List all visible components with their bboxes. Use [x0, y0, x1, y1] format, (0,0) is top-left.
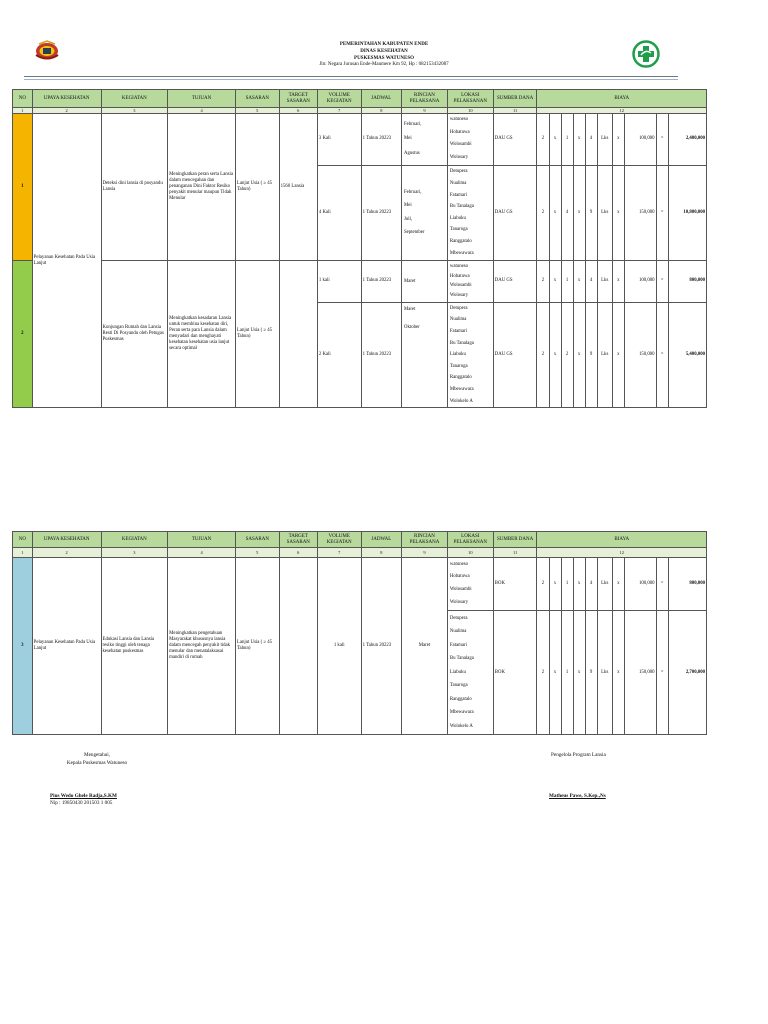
rincian-item: Juli, [404, 216, 413, 222]
lokasi-item: Liabuku [449, 352, 466, 358]
colnum: 1 [13, 548, 33, 558]
cost-total: 10,800,000 [668, 165, 706, 260]
lokasi-cell [447, 165, 493, 260]
volume-cell: 3 Kali [317, 114, 361, 166]
rincian-cell [402, 302, 448, 407]
header-tujuan: TUJUAN [168, 90, 236, 108]
rincian-item: September [404, 230, 425, 236]
volume-cell: 2 Kali [317, 302, 361, 407]
lokasi-item: watuneso [449, 117, 469, 122]
header-no: NO [13, 532, 33, 548]
cost-qty: 2 [537, 260, 549, 302]
lokasi-cell [447, 114, 493, 166]
health-ministry-logo-icon [632, 40, 660, 68]
header-volume: VOLUME KEGIATAN [317, 532, 361, 548]
activity-table-2 [12, 531, 707, 735]
colnum: 12 [537, 548, 707, 558]
signature-left-nip: Nip : 19850430 201503 1 005 [50, 800, 113, 806]
cost-qty: 2 [537, 114, 549, 166]
cost-freq: 1 [561, 611, 573, 735]
sumber-cell: DAU GS [493, 302, 537, 407]
cost-equals: = [656, 302, 668, 407]
cost-times: x [573, 611, 585, 735]
colnum: 5 [235, 108, 279, 114]
lokasi-item: Wolosary [449, 292, 469, 298]
colnum: 8 [361, 548, 401, 558]
table-row [13, 558, 707, 611]
lokasi-item: Mbewawara [449, 386, 474, 392]
cost-qty: 2 [537, 611, 549, 735]
header-jadwal: JADWAL [361, 532, 401, 548]
cost-times: x [549, 260, 561, 302]
lokasi-item: Tanaroga [449, 227, 468, 233]
rincian-item: Maret [404, 306, 416, 312]
lokasi-item: Mbewawara [449, 250, 474, 256]
cost-qty: 2 [537, 165, 549, 260]
cost-times: x [612, 114, 624, 166]
cost-total: 2,400,000 [668, 114, 706, 166]
upaya-cell: Pelayanan Kesehatan Pada Usia Lanjut [32, 114, 101, 408]
jadwal-cell: 1 Tahun 20223 [361, 165, 401, 260]
cost-price: 100,000 [624, 114, 656, 166]
row-number: 3 [13, 558, 33, 735]
kegiatan-cell: Kunjungan Rumah dan Lansia Resti Di Posyandu oleh Petugas Puskesmas [101, 260, 168, 407]
cost-times: x [573, 165, 585, 260]
cost-times: x [549, 165, 561, 260]
signature-right-line-1: Pengelola Program Lansia [551, 752, 606, 758]
lokasi-item: Ranggatalo [449, 238, 472, 244]
cost-equals: = [656, 558, 668, 611]
signature-right-name-block [549, 792, 606, 800]
lokasi-item: Hobatuwa [449, 129, 470, 135]
table-header-row [13, 532, 707, 548]
lokasi-item: Detupera [449, 169, 468, 175]
lokasi-item: Detupera [449, 615, 468, 621]
cost-price: 150,000 [624, 165, 656, 260]
kegiatan-cell: Edukasi Lansia dan Lansia resiko tinggi oleh tenaga kesehatan puskesmas [101, 558, 168, 735]
colnum: 6 [279, 548, 317, 558]
cost-times: x [549, 302, 561, 407]
cost-qty: 2 [537, 558, 549, 611]
cost-freq: 2 [561, 302, 573, 407]
cost-freq: 1 [561, 114, 573, 166]
header-sasaran: SASARAN [235, 90, 279, 108]
lokasi-cell [447, 260, 493, 302]
colnum: 10 [447, 108, 493, 114]
cost-equals: = [656, 165, 668, 260]
lokasi-item: Nualima [449, 629, 467, 635]
lokasi-item: watuneso [449, 561, 469, 567]
sumber-cell: DAU GS [493, 165, 537, 260]
rincian-item: Agustus [404, 150, 420, 156]
rincian-cell: Maret [402, 558, 448, 735]
cost-times: x [549, 114, 561, 166]
lokasi-item: Bu Tanalaga [449, 340, 474, 346]
header-no: NO [13, 90, 33, 108]
lokasi-item: Ranggatalo [449, 375, 472, 381]
cost-total: 800,000 [668, 558, 706, 611]
cost-freq: 1 [561, 558, 573, 611]
lokasi-item: Nualima [449, 317, 467, 323]
cost-unit: Lks [597, 558, 612, 611]
colnum: 3 [101, 548, 168, 558]
lokasi-item: Tanaroga [449, 683, 468, 689]
rincian-item: Mei [404, 203, 412, 209]
header-target: TARGET SASARAN [279, 532, 317, 548]
letterhead-line-1: PEMERINTAHAN KABUPATEN ENDE [339, 42, 429, 47]
lokasi-item: Hobatuwa [449, 574, 470, 580]
sumber-cell: BOK [493, 558, 537, 611]
volume-cell: 1 kali [317, 260, 361, 302]
jadwal-cell: 1 Tahun 20223 [361, 302, 401, 407]
lokasi-item: Wolokelo A [449, 723, 473, 729]
cost-locations: 4 [585, 558, 597, 611]
cost-locations: 9 [585, 302, 597, 407]
colnum: 2 [32, 548, 101, 558]
lokasi-item: Liabuku [449, 215, 466, 221]
lokasi-item: Wolokelo A [449, 398, 473, 404]
colnum: 5 [235, 548, 279, 558]
volume-cell: 4 Kali [317, 165, 361, 260]
cost-times: x [612, 558, 624, 611]
cost-unit: Lks [597, 165, 612, 260]
signature-right-name: Matheus Pawe, S.Kep.,Ns [549, 793, 606, 799]
colnum: 10 [447, 548, 493, 558]
header-kegiatan: KEGIATAN [101, 90, 168, 108]
cost-total: 2,700,000 [668, 611, 706, 735]
colnum: 4 [168, 108, 236, 114]
letterhead-line-4: Jln: Negara Jurusan Ende-Maumere Km 92, Hp : 082153432087 [319, 62, 449, 68]
header-rincian: RINCIAN PELAKSANA [402, 90, 448, 108]
jadwal-cell: 1 Tahun 20223 [361, 558, 401, 735]
table-header-row [13, 90, 707, 108]
column-number-row [13, 548, 707, 558]
lokasi-item: Wolosambi [449, 283, 472, 289]
header-sasaran: SASARAN [235, 532, 279, 548]
cost-times: x [573, 114, 585, 166]
cost-total: 800,000 [668, 260, 706, 302]
cost-unit: Lks [597, 114, 612, 166]
kegiatan-cell: Deteksi dini lansia di posyandu Lansia [101, 114, 168, 261]
volume-cell: 1 kali [317, 558, 361, 735]
row-number: 1 [13, 114, 33, 261]
header-target: TARGET SASARAN [279, 90, 317, 108]
lokasi-item: Fatamari [449, 328, 467, 334]
colnum: 7 [317, 548, 361, 558]
colnum: 3 [101, 108, 168, 114]
colnum: 9 [402, 108, 448, 114]
cost-times: x [612, 302, 624, 407]
signature-right [551, 751, 606, 759]
cost-times: x [573, 260, 585, 302]
header-lokasi: LOKASI PELAKSANAN [447, 90, 493, 108]
sasaran-cell: Lanjut Usia ( ≥ 45 Tahun) [235, 558, 279, 735]
cost-total: 5,400,000 [668, 302, 706, 407]
lokasi-item: Tanaroga [449, 363, 468, 369]
cost-times: x [549, 558, 561, 611]
tujuan-cell: Meningkatkan kesadaran Lansia untuk membina kesehatan diri, Peran serta para Lansia dalam menyadari dan menghayati kesehatan kesehatan usia lanjut secara optimal [168, 260, 236, 407]
colnum: 1 [13, 108, 33, 114]
cost-times: x [612, 260, 624, 302]
colnum: 2 [32, 108, 101, 114]
lokasi-item: Wolosary [449, 599, 469, 605]
colnum: 7 [317, 108, 361, 114]
tujuan-cell: Meningkatkan pengetahuan Masyarakat khususnya lansia dalam mencegah penyakit tidak menular dan menatalaksasai mandiri di rumah [168, 558, 236, 735]
signature-left [52, 751, 142, 767]
header-upaya: UPAYA KESEHATAN [32, 532, 101, 548]
lokasi-item: Detupera [449, 305, 468, 311]
rincian-item: Maret [404, 278, 416, 284]
header-biaya: BIAYA [537, 532, 707, 548]
lokasi-item: watuneso [449, 264, 469, 270]
sumber-cell: DAU GS [493, 260, 537, 302]
rincian-item: Oktober [404, 324, 420, 330]
cost-equals: = [656, 611, 668, 735]
target-cell [279, 558, 317, 735]
header-lokasi: LOKASI PELAKSANAN [447, 532, 493, 548]
row-number: 2 [13, 260, 33, 407]
header-tujuan: TUJUAN [168, 532, 236, 548]
cost-times: x [573, 302, 585, 407]
rincian-item: Februari, [404, 121, 422, 127]
signature-left-name-block [50, 792, 117, 806]
cost-unit: Lks [597, 260, 612, 302]
rincian-item: Februari, [404, 189, 422, 195]
header-sumber: SUMBER DANA [493, 90, 537, 108]
header-volume: VOLUME KEGIATAN [317, 90, 361, 108]
cost-qty: 2 [537, 302, 549, 407]
jadwal-cell: 1 Tahun 20223 [361, 114, 401, 166]
cost-freq: 4 [561, 165, 573, 260]
lokasi-item: Mbewawara [449, 710, 474, 716]
lokasi-item: Ranggatalo [449, 696, 472, 702]
colnum: 4 [168, 548, 236, 558]
cost-locations: 9 [585, 611, 597, 735]
target-cell [279, 260, 317, 407]
colnum: 11 [493, 108, 537, 114]
rincian-cell [402, 114, 448, 166]
sumber-cell: DAU GS [493, 114, 537, 166]
lokasi-item: Wolosary [449, 155, 469, 161]
activity-table-1 [12, 89, 707, 408]
cost-unit: Lks [597, 611, 612, 735]
cost-price: 150,000 [624, 302, 656, 407]
lokasi-item: Wolosambi [449, 142, 472, 148]
cost-times: x [549, 611, 561, 735]
lokasi-item: Fatamari [449, 192, 467, 198]
signature-left-line-2: Kepala Puskesmas Watuneso [66, 760, 128, 766]
lokasi-item: Nualima [449, 180, 467, 186]
cost-locations: 4 [585, 114, 597, 166]
sasaran-cell: Lanjut Usia ( ≥ 45 Tahun) [235, 260, 279, 407]
table-row [13, 260, 707, 302]
colnum: 8 [361, 108, 401, 114]
cost-locations: 9 [585, 165, 597, 260]
signature-left-name: Pius Wedo Ghele Radja,S.KM [50, 793, 117, 799]
letterhead-line-3: PUSKESMAS WATUNESO [354, 55, 414, 61]
cost-times: x [612, 165, 624, 260]
target-cell: 1560 Lansia [279, 114, 317, 261]
cost-price: 150,000 [624, 611, 656, 735]
signature-left-line-1: Mengetahui, [83, 752, 111, 758]
colnum: 11 [493, 548, 537, 558]
rincian-cell [402, 260, 448, 302]
cost-locations: 4 [585, 260, 597, 302]
header-sumber: SUMBER DANA [493, 532, 537, 548]
cost-price: 100,000 [624, 260, 656, 302]
cost-equals: = [656, 114, 668, 166]
lokasi-cell [447, 558, 493, 611]
header-upaya: UPAYA KESEHATAN [32, 90, 101, 108]
tujuan-cell: Meningkatkan peran serta Lansia dalam mencegahan dan penanganan Dini Faktor Resiko penyakit menular maupun Tidak Menular [168, 114, 236, 261]
header-jadwal: JADWAL [361, 90, 401, 108]
letterhead [12, 40, 756, 84]
letterhead-line-2: DINAS KESEHATAN [360, 48, 408, 54]
lokasi-cell [447, 302, 493, 407]
table-row [13, 114, 707, 166]
lokasi-item: Liabuku [449, 669, 466, 675]
cost-freq: 1 [561, 260, 573, 302]
lokasi-cell [447, 611, 493, 735]
letterhead-rule-secondary [24, 79, 678, 80]
sumber-cell: BOK [493, 611, 537, 735]
cost-price: 100,000 [624, 558, 656, 611]
header-kegiatan: KEGIATAN [101, 532, 168, 548]
lokasi-item: Bu Tanalaga [449, 656, 474, 662]
lokasi-item: Fatamari [449, 642, 467, 648]
cost-times: x [573, 558, 585, 611]
upaya-cell: Pelayanan Kesehatan Pada Usia Lanjut [32, 558, 101, 735]
jadwal-cell: 1 Tahun 20223 [361, 260, 401, 302]
rincian-cell [402, 165, 448, 260]
sasaran-cell: Lanjut Usia ( ≥ 45 Tahun) [235, 114, 279, 261]
header-biaya: BIAYA [537, 90, 707, 108]
lokasi-item: Bu Tanalaga [449, 204, 474, 210]
letterhead-rule [24, 76, 678, 77]
lokasi-item: Hobatuwa [449, 273, 470, 279]
header-rincian: RINCIAN PELAKSANA [402, 532, 448, 548]
colnum: 6 [279, 108, 317, 114]
cost-unit: Lks [597, 302, 612, 407]
colnum: 12 [537, 108, 707, 114]
lokasi-item: Wolosambi [449, 587, 472, 592]
rincian-item: Mei [404, 136, 412, 142]
cost-times: x [612, 611, 624, 735]
colnum: 9 [402, 548, 448, 558]
cost-equals: = [656, 260, 668, 302]
